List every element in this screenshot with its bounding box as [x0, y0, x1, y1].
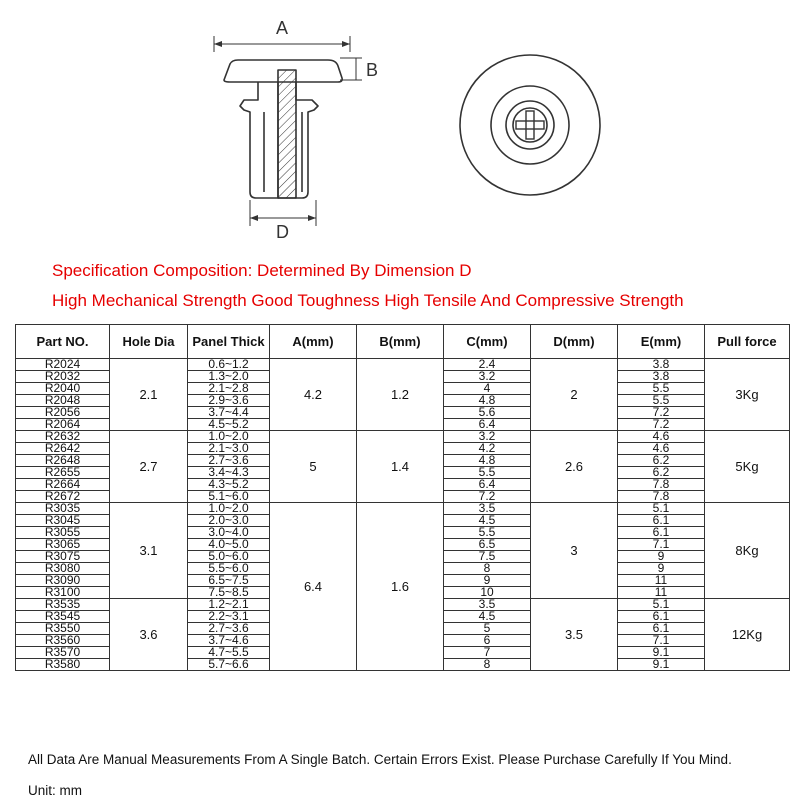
cell-c-mm: 3.2: [444, 371, 531, 383]
cell-c-mm: 3.2: [444, 431, 531, 443]
side-view-drawing: [214, 36, 362, 226]
cell-pull-force: 12Kg: [705, 599, 790, 671]
cell-part-no: R2040: [16, 383, 110, 395]
cell-c-mm: 4.8: [444, 455, 531, 467]
cell-part-no: R3080: [16, 563, 110, 575]
header-hole-dia: Hole Dia: [110, 325, 188, 359]
header-panel-thick: Panel Thick: [188, 325, 270, 359]
spec-heading-2: High Mechanical Strength Good Toughness High Tensile And Compressive Strength: [52, 291, 684, 310]
cell-c-mm: 5.5: [444, 467, 531, 479]
cell-panel-thick: 1.3~2.0: [188, 371, 270, 383]
cell-e-mm: 9.1: [618, 647, 705, 659]
cell-part-no: R2056: [16, 407, 110, 419]
cell-pull-force: 5Kg: [705, 431, 790, 503]
cell-c-mm: 5: [444, 623, 531, 635]
cell-e-mm: 7.1: [618, 539, 705, 551]
cell-hole-dia: 3.1: [110, 503, 188, 599]
spec-heading-1: Specification Composition: Determined By Dimension D: [52, 261, 472, 280]
table-header-row: [16, 325, 790, 359]
cell-panel-thick: 1.0~2.0: [188, 431, 270, 443]
cell-d-mm: 2.6: [531, 431, 618, 503]
cell-pull-force: 8Kg: [705, 503, 790, 599]
cell-e-mm: 5.5: [618, 395, 705, 407]
cell-c-mm: 7.2: [444, 491, 531, 503]
cell-c-mm: 2.4: [444, 359, 531, 371]
cell-panel-thick: 7.5~8.5: [188, 587, 270, 599]
cell-e-mm: 6.2: [618, 467, 705, 479]
cell-panel-thick: 4.0~5.0: [188, 539, 270, 551]
cell-e-mm: 7.1: [618, 635, 705, 647]
cell-panel-thick: 5.1~6.0: [188, 491, 270, 503]
cell-panel-thick: 5.7~6.6: [188, 659, 270, 671]
cell-panel-thick: 4.3~5.2: [188, 479, 270, 491]
cell-part-no: R3545: [16, 611, 110, 623]
cell-part-no: R3035: [16, 503, 110, 515]
header-e-mm: E(mm): [618, 325, 705, 359]
header-b-mm: B(mm): [357, 325, 444, 359]
cell-c-mm: 3.5: [444, 599, 531, 611]
cell-pull-force: 3Kg: [705, 359, 790, 431]
cell-panel-thick: 6.5~7.5: [188, 575, 270, 587]
cell-c-mm: 4.5: [444, 515, 531, 527]
table-row: [16, 359, 790, 371]
cell-panel-thick: 2.0~3.0: [188, 515, 270, 527]
cell-e-mm: 6.1: [618, 611, 705, 623]
cell-b-mm: 1.2: [357, 359, 444, 431]
cell-part-no: R2048: [16, 395, 110, 407]
cell-hole-dia: 3.6: [110, 599, 188, 671]
cell-e-mm: 11: [618, 587, 705, 599]
header-d-mm: D(mm): [531, 325, 618, 359]
cell-panel-thick: 4.5~5.2: [188, 419, 270, 431]
cell-c-mm: 6: [444, 635, 531, 647]
cell-part-no: R3580: [16, 659, 110, 671]
cell-panel-thick: 2.2~3.1: [188, 611, 270, 623]
cell-panel-thick: 2.1~2.8: [188, 383, 270, 395]
cell-panel-thick: 2.7~3.6: [188, 455, 270, 467]
cell-panel-thick: 2.1~3.0: [188, 443, 270, 455]
cell-part-no: R3065: [16, 539, 110, 551]
cell-c-mm: 4.2: [444, 443, 531, 455]
cell-e-mm: 4.6: [618, 431, 705, 443]
rivet-clip-diagram: [0, 0, 800, 250]
cell-part-no: R3090: [16, 575, 110, 587]
header-c-mm: C(mm): [444, 325, 531, 359]
cell-e-mm: 7.8: [618, 491, 705, 503]
cell-a-mm: 5: [270, 431, 357, 503]
label-b: B: [366, 60, 379, 80]
cell-part-no: R3055: [16, 527, 110, 539]
cell-part-no: R2064: [16, 419, 110, 431]
cell-c-mm: 6.5: [444, 539, 531, 551]
cell-hole-dia: 2.1: [110, 359, 188, 431]
cell-e-mm: 5.1: [618, 599, 705, 611]
header-part-no: Part NO.: [16, 325, 110, 359]
cell-b-mm: 1.4: [357, 431, 444, 503]
cell-e-mm: 3.8: [618, 359, 705, 371]
cell-e-mm: 5.5: [618, 383, 705, 395]
cell-e-mm: 7.2: [618, 407, 705, 419]
cell-c-mm: 7: [444, 647, 531, 659]
cell-part-no: R3570: [16, 647, 110, 659]
cell-c-mm: 4: [444, 383, 531, 395]
cell-panel-thick: 0.6~1.2: [188, 359, 270, 371]
cell-c-mm: 10: [444, 587, 531, 599]
top-view-drawing: [460, 55, 600, 195]
cell-part-no: R2672: [16, 491, 110, 503]
cell-e-mm: 5.1: [618, 503, 705, 515]
cell-c-mm: 5.5: [444, 527, 531, 539]
cell-e-mm: 11: [618, 575, 705, 587]
cell-part-no: R3560: [16, 635, 110, 647]
cell-e-mm: 7.2: [618, 419, 705, 431]
cell-c-mm: 4.8: [444, 395, 531, 407]
cell-c-mm: 8: [444, 659, 531, 671]
cell-c-mm: 6.4: [444, 419, 531, 431]
label-d: D: [276, 222, 289, 242]
cell-part-no: R2664: [16, 479, 110, 491]
cell-part-no: R2642: [16, 443, 110, 455]
cell-e-mm: 9: [618, 563, 705, 575]
cell-part-no: R2648: [16, 455, 110, 467]
table-row: [16, 431, 790, 443]
measurement-note: All Data Are Manual Measurements From A Single Batch. Certain Errors Exist. Please Purchase Carefully If You Mind.: [28, 752, 732, 767]
cell-part-no: R2655: [16, 467, 110, 479]
cell-e-mm: 6.2: [618, 455, 705, 467]
cell-c-mm: 8: [444, 563, 531, 575]
cell-e-mm: 9: [618, 551, 705, 563]
cell-e-mm: 7.8: [618, 479, 705, 491]
label-a: A: [276, 18, 289, 38]
cell-panel-thick: 5.0~6.0: [188, 551, 270, 563]
cell-e-mm: 9.1: [618, 659, 705, 671]
cell-d-mm: 2: [531, 359, 618, 431]
cell-part-no: R3045: [16, 515, 110, 527]
cell-panel-thick: 4.7~5.5: [188, 647, 270, 659]
cell-e-mm: 3.8: [618, 371, 705, 383]
cell-panel-thick: 2.9~3.6: [188, 395, 270, 407]
cell-e-mm: 6.1: [618, 527, 705, 539]
cell-c-mm: 5.6: [444, 407, 531, 419]
cell-part-no: R2032: [16, 371, 110, 383]
cell-panel-thick: 3.7~4.4: [188, 407, 270, 419]
header-a-mm: A(mm): [270, 325, 357, 359]
cell-panel-thick: 3.4~4.3: [188, 467, 270, 479]
cell-c-mm: 4.5: [444, 611, 531, 623]
cell-d-mm: 3: [531, 503, 618, 599]
table-row: [16, 503, 790, 515]
cell-c-mm: 7.5: [444, 551, 531, 563]
cell-panel-thick: 1.0~2.0: [188, 503, 270, 515]
header-pull-force: Pull force: [705, 325, 790, 359]
cell-b-mm: 1.6: [357, 503, 444, 671]
unit-label: Unit: mm: [28, 783, 82, 798]
cell-a-mm: 4.2: [270, 359, 357, 431]
cell-part-no: R3550: [16, 623, 110, 635]
cell-panel-thick: 2.7~3.6: [188, 623, 270, 635]
cell-c-mm: 3.5: [444, 503, 531, 515]
cell-part-no: R2024: [16, 359, 110, 371]
cell-e-mm: 6.1: [618, 515, 705, 527]
cell-c-mm: 9: [444, 575, 531, 587]
cell-a-mm: 6.4: [270, 503, 357, 671]
specification-table: [15, 324, 790, 671]
cell-e-mm: 6.1: [618, 623, 705, 635]
cell-d-mm: 3.5: [531, 599, 618, 671]
cell-hole-dia: 2.7: [110, 431, 188, 503]
cell-part-no: R3100: [16, 587, 110, 599]
cell-panel-thick: 5.5~6.0: [188, 563, 270, 575]
cell-e-mm: 4.6: [618, 443, 705, 455]
cell-part-no: R3535: [16, 599, 110, 611]
cell-panel-thick: 3.7~4.6: [188, 635, 270, 647]
cell-part-no: R3075: [16, 551, 110, 563]
cell-panel-thick: 3.0~4.0: [188, 527, 270, 539]
table-body: [16, 359, 790, 671]
cell-panel-thick: 1.2~2.1: [188, 599, 270, 611]
cell-part-no: R2632: [16, 431, 110, 443]
cell-c-mm: 6.4: [444, 479, 531, 491]
